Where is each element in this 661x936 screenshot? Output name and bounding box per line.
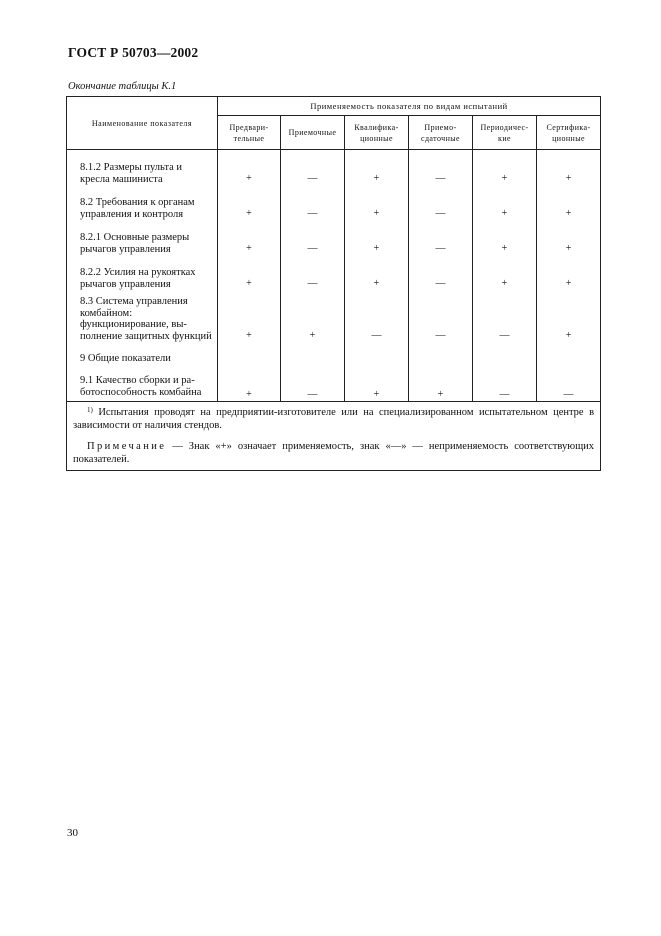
mark-cell: + bbox=[218, 290, 281, 342]
table-caption: Окончание таблицы К.1 bbox=[68, 81, 177, 92]
mark-cell: + bbox=[537, 255, 601, 290]
header-test-types: Применяемость показателя по видам испытаний bbox=[218, 97, 601, 116]
col-header-qualification: Квалифика- ционные bbox=[345, 116, 409, 150]
mark-cell: + bbox=[537, 290, 601, 342]
table-row bbox=[67, 255, 601, 290]
table-row bbox=[67, 364, 601, 402]
row-name: 8.2.1 Основные размеры рычагов управления bbox=[67, 220, 218, 255]
mark-cell: + bbox=[473, 220, 537, 255]
col-header-preliminary: Предвари- тельные bbox=[218, 116, 281, 150]
mark-cell: + bbox=[537, 150, 601, 186]
applicability-table bbox=[66, 96, 601, 471]
mark-cell: + bbox=[345, 364, 409, 402]
mark-cell: — bbox=[345, 290, 409, 342]
mark-cell: — bbox=[409, 150, 473, 186]
mark-cell: + bbox=[473, 150, 537, 186]
mark-cell: + bbox=[281, 290, 345, 342]
mark-cell: — bbox=[473, 364, 537, 402]
row-name: 9.1 Качество сборки и ра- ботоспособность комбайна bbox=[67, 364, 218, 402]
table-note bbox=[73, 440, 594, 466]
col-header-delivery: Приемо- сдаточные bbox=[409, 116, 473, 150]
table-row bbox=[67, 290, 601, 342]
mark-cell: + bbox=[218, 255, 281, 290]
col-header-acceptance: Приемочные bbox=[281, 116, 345, 150]
mark-cell: — bbox=[409, 185, 473, 220]
mark-cell: — bbox=[281, 185, 345, 220]
mark-cell: — bbox=[281, 220, 345, 255]
header-indicator-name: Наименование показателя bbox=[67, 97, 218, 150]
mark-cell bbox=[537, 342, 601, 364]
mark-cell: + bbox=[409, 364, 473, 402]
mark-cell: — bbox=[537, 364, 601, 402]
mark-cell: + bbox=[537, 185, 601, 220]
table-row bbox=[67, 185, 601, 220]
footnote-mark: 1) bbox=[87, 406, 93, 414]
mark-cell bbox=[281, 342, 345, 364]
mark-cell: — bbox=[281, 255, 345, 290]
table-row bbox=[67, 150, 601, 186]
mark-cell: — bbox=[409, 255, 473, 290]
mark-cell bbox=[409, 342, 473, 364]
mark-cell: + bbox=[218, 220, 281, 255]
mark-cell: — bbox=[409, 290, 473, 342]
footnote-text: Испытания проводят на предприятии-изготовителе или на специализированном испытательном центре в зависимости от наличия стендов. bbox=[73, 407, 595, 431]
mark-cell: + bbox=[345, 150, 409, 186]
document-header: ГОСТ Р 50703—2002 bbox=[68, 45, 199, 60]
col-header-certification: Сертифика- ционные bbox=[537, 116, 601, 150]
mark-cell bbox=[473, 342, 537, 364]
row-name: 8.1.2 Размеры пульта и кресла машиниста bbox=[67, 150, 218, 186]
mark-cell: + bbox=[218, 150, 281, 186]
mark-cell: — bbox=[409, 220, 473, 255]
table-footnotes bbox=[67, 402, 601, 471]
table-row bbox=[67, 220, 601, 255]
mark-cell: + bbox=[473, 185, 537, 220]
mark-cell: + bbox=[218, 185, 281, 220]
row-name: 8.2 Требования к органам управления и контроля bbox=[67, 185, 218, 220]
mark-cell: + bbox=[473, 255, 537, 290]
mark-cell bbox=[345, 342, 409, 364]
mark-cell: + bbox=[537, 220, 601, 255]
page-number: 30 bbox=[67, 827, 78, 839]
mark-cell bbox=[218, 342, 281, 364]
mark-cell: + bbox=[345, 185, 409, 220]
mark-cell: + bbox=[345, 220, 409, 255]
note-label: Примечание bbox=[87, 441, 167, 452]
footnote bbox=[73, 406, 594, 432]
row-name: 8.3 Система управления комбайном: функционирование, вы- полнение защитных функций bbox=[67, 290, 218, 342]
note-text: — Знак «+» означает применяемость, знак «—» — неприменяемость соответствующих показателей. bbox=[73, 441, 595, 465]
row-name: 8.2.2 Усилия на рукоятках рычагов управления bbox=[67, 255, 218, 290]
mark-cell: + bbox=[345, 255, 409, 290]
mark-cell: — bbox=[473, 290, 537, 342]
row-name: 9 Общие показатели bbox=[67, 342, 218, 364]
table-row bbox=[67, 342, 601, 364]
mark-cell: — bbox=[281, 364, 345, 402]
mark-cell: — bbox=[281, 150, 345, 186]
col-header-periodic: Периодичес- кие bbox=[473, 116, 537, 150]
mark-cell: + bbox=[218, 364, 281, 402]
